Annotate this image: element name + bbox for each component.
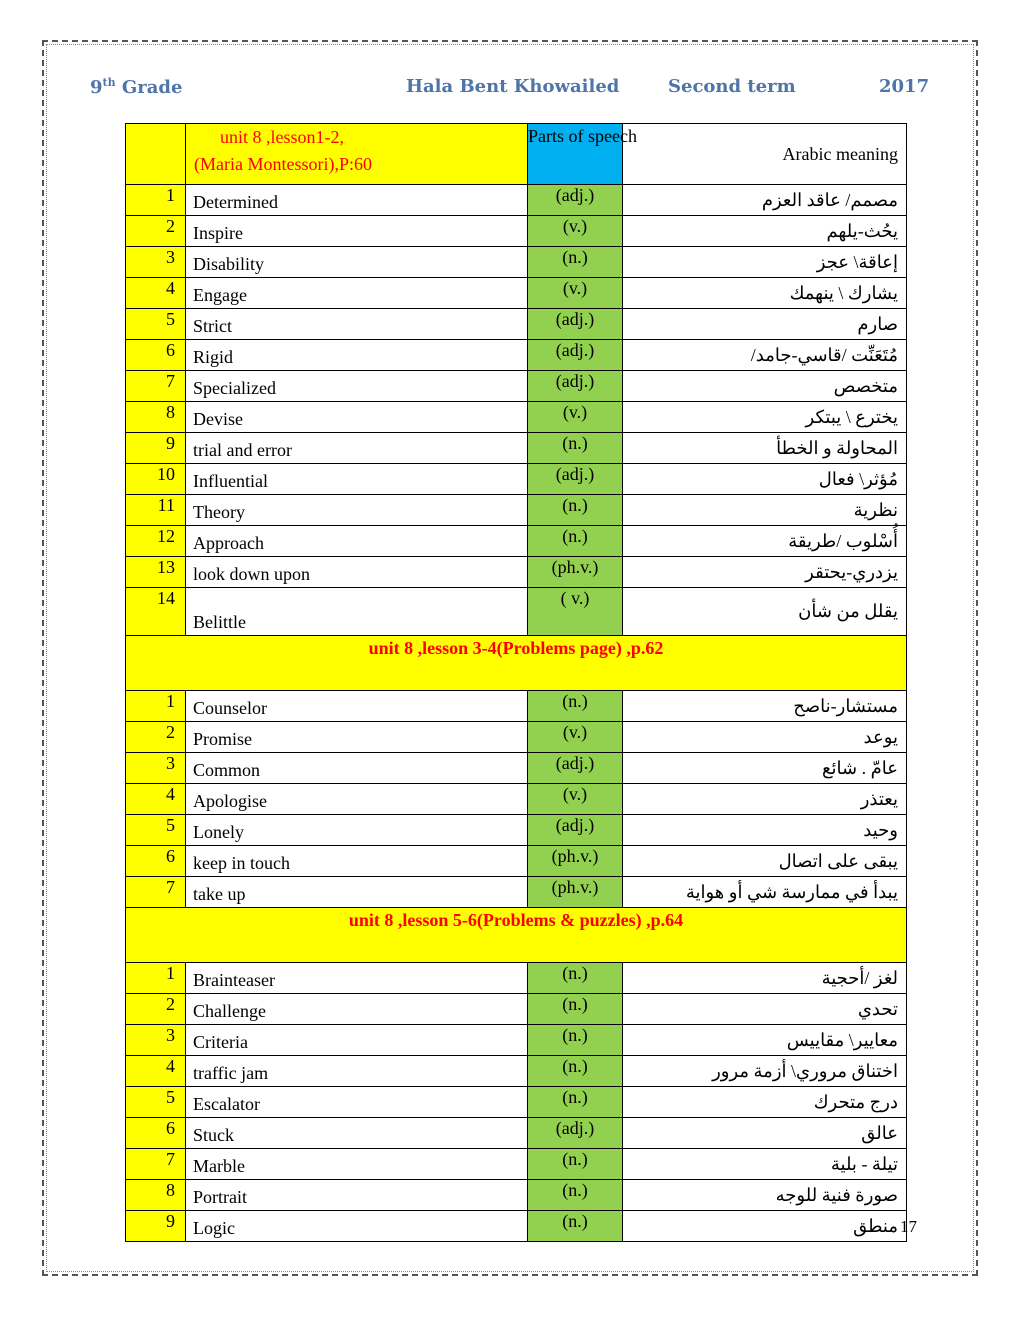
table-row: [126, 1087, 907, 1118]
vocab-word: Stuck: [186, 1118, 528, 1149]
table-row: [126, 526, 907, 557]
table-row: [126, 691, 907, 722]
term-label: Second term: [668, 76, 796, 97]
table-row: [126, 557, 907, 588]
table-row: [126, 278, 907, 309]
table-row: [126, 1149, 907, 1180]
part-of-speech: (adj.): [528, 309, 623, 340]
part-of-speech: (v.): [528, 216, 623, 247]
vocab-word: Logic: [186, 1211, 528, 1242]
row-number: 1: [126, 691, 186, 722]
table-row: [126, 753, 907, 784]
table-row: [126, 1211, 907, 1242]
part-of-speech: (n.): [528, 1180, 623, 1211]
vocab-word: Brainteaser: [186, 963, 528, 994]
table-row: [126, 1118, 907, 1149]
row-number: 9: [126, 1211, 186, 1242]
arabic-meaning: يخترع \ يبتكر: [623, 402, 907, 433]
row-number: 6: [126, 1118, 186, 1149]
part-of-speech: (v.): [528, 278, 623, 309]
arabic-header: Arabic meaning: [623, 124, 907, 185]
table-row: [126, 371, 907, 402]
row-number: 2: [126, 994, 186, 1025]
row-number: 8: [126, 1180, 186, 1211]
page-header: [90, 76, 930, 104]
arabic-meaning: معايير\ مقاييس: [623, 1025, 907, 1056]
table-row: [126, 247, 907, 278]
table-row: [126, 1180, 907, 1211]
table-row: [126, 846, 907, 877]
part-of-speech: (n.): [528, 1211, 623, 1242]
table-row: [126, 433, 907, 464]
part-of-speech: (n.): [528, 994, 623, 1025]
arabic-meaning: منطق: [623, 1211, 907, 1242]
row-number: 2: [126, 722, 186, 753]
row-number: 12: [126, 526, 186, 557]
row-number: 3: [126, 1025, 186, 1056]
vocabulary-table: [125, 123, 907, 1242]
vocab-word: Escalator: [186, 1087, 528, 1118]
page-number: 17: [900, 1217, 917, 1236]
part-of-speech: (adj.): [528, 185, 623, 216]
part-of-speech: (n.): [528, 247, 623, 278]
arabic-meaning: يحُث-يلهم: [623, 216, 907, 247]
arabic-meaning: يعتذر: [623, 784, 907, 815]
part-of-speech: (ph.v.): [528, 877, 623, 908]
row-number: 1: [126, 185, 186, 216]
vocab-word: Specialized: [186, 371, 528, 402]
row-number: 1: [126, 963, 186, 994]
row-number: 9: [126, 433, 186, 464]
arabic-meaning: وحيد: [623, 815, 907, 846]
section-title-lesson-5-6-row: [126, 908, 907, 963]
section-title-lesson-3-4-row: [126, 636, 907, 691]
table-row: [126, 994, 907, 1025]
vocab-word: take up: [186, 877, 528, 908]
table-row: [126, 340, 907, 371]
part-of-speech: (ph.v.): [528, 557, 623, 588]
part-of-speech: (adj.): [528, 1118, 623, 1149]
vocab-word: Devise: [186, 402, 528, 433]
vocab-word: Promise: [186, 722, 528, 753]
row-number: 5: [126, 309, 186, 340]
row-number: 3: [126, 247, 186, 278]
table-row: [126, 1025, 907, 1056]
row-number: 5: [126, 815, 186, 846]
section-title-lesson-3-4: unit 8 ,lesson 3-4(Problems page) ,p.62: [126, 636, 907, 691]
part-of-speech: (adj.): [528, 464, 623, 495]
part-of-speech: (v.): [528, 784, 623, 815]
part-of-speech: (ph.v.): [528, 846, 623, 877]
table-row: [126, 309, 907, 340]
arabic-meaning: لغز /أحجية: [623, 963, 907, 994]
vocab-word: Inspire: [186, 216, 528, 247]
row-number: 3: [126, 753, 186, 784]
table-row: [126, 722, 907, 753]
vocab-word: Theory: [186, 495, 528, 526]
row-number: 7: [126, 877, 186, 908]
arabic-meaning: نظرية: [623, 495, 907, 526]
arabic-meaning: مُتَعَنِّت /قاسي-جامد/: [623, 340, 907, 371]
vocab-word: Counselor: [186, 691, 528, 722]
part-of-speech: (v.): [528, 402, 623, 433]
table-row: [126, 784, 907, 815]
arabic-meaning: مُؤثر\ فعال: [623, 464, 907, 495]
part-of-speech: (adj.): [528, 340, 623, 371]
arabic-meaning: يبقى على اتصال: [623, 846, 907, 877]
arabic-meaning: عالق: [623, 1118, 907, 1149]
part-of-speech: (n.): [528, 691, 623, 722]
arabic-meaning: صارم: [623, 309, 907, 340]
row-number: 8: [126, 402, 186, 433]
part-of-speech: (adj.): [528, 753, 623, 784]
pos-header: Parts of speech: [528, 124, 623, 185]
row-number: 4: [126, 784, 186, 815]
part-of-speech: (adj.): [528, 371, 623, 402]
part-of-speech: (n.): [528, 1025, 623, 1056]
row-number: 11: [126, 495, 186, 526]
vocab-word: Portrait: [186, 1180, 528, 1211]
teacher-name: Hala Bent Khowailed: [406, 76, 620, 97]
row-number: 7: [126, 371, 186, 402]
arabic-meaning: تيلة - بلية: [623, 1149, 907, 1180]
part-of-speech: (v.): [528, 722, 623, 753]
arabic-meaning: يشارك \ ينهمك: [623, 278, 907, 309]
grade-label: 9th Grade: [90, 76, 183, 98]
vocab-word: look down upon: [186, 557, 528, 588]
vocab-word: Lonely: [186, 815, 528, 846]
vocab-word: Rigid: [186, 340, 528, 371]
vocab-word: Approach: [186, 526, 528, 557]
row-number: 7: [126, 1149, 186, 1180]
table-row: [126, 495, 907, 526]
row-number: 6: [126, 846, 186, 877]
row-number: 4: [126, 278, 186, 309]
row-number: 10: [126, 464, 186, 495]
row-number: 6: [126, 340, 186, 371]
row-number: 2: [126, 216, 186, 247]
vocab-word: Determined: [186, 185, 528, 216]
arabic-meaning: مستشار-ناصح: [623, 691, 907, 722]
table-row: [126, 815, 907, 846]
arabic-meaning: درج متحرك: [623, 1087, 907, 1118]
vocab-word: Engage: [186, 278, 528, 309]
table-row: [126, 963, 907, 994]
table-row: [126, 588, 907, 636]
part-of-speech: (adj.): [528, 815, 623, 846]
table-row: [126, 877, 907, 908]
vocab-word: trial and error: [186, 433, 528, 464]
vocab-word: Criteria: [186, 1025, 528, 1056]
unit-title-cell: [186, 124, 528, 185]
part-of-speech: ( v.): [528, 588, 623, 636]
unit-title-line2: (Maria Montessori),P:60: [194, 154, 372, 174]
header-num-cell: [126, 124, 186, 185]
vocab-word: Influential: [186, 464, 528, 495]
row-number: 14: [126, 588, 186, 636]
part-of-speech: (n.): [528, 1149, 623, 1180]
vocab-word: Disability: [186, 247, 528, 278]
arabic-meaning: إعاقة\ عجز: [623, 247, 907, 278]
arabic-meaning: يبدأ في ممارسة شي أو هواية: [623, 877, 907, 908]
part-of-speech: (n.): [528, 1087, 623, 1118]
part-of-speech: (n.): [528, 963, 623, 994]
row-number: 13: [126, 557, 186, 588]
arabic-meaning: تحدي: [623, 994, 907, 1025]
table-header-row: [126, 124, 907, 185]
row-number: 4: [126, 1056, 186, 1087]
arabic-meaning: مصمم/ عاقد العزم: [623, 185, 907, 216]
arabic-meaning: المحاولة و الخطأ: [623, 433, 907, 464]
arabic-meaning: متخصص: [623, 371, 907, 402]
section-title-lesson-5-6: unit 8 ,lesson 5-6(Problems & puzzles) ,p.64: [126, 908, 907, 963]
table-row: [126, 216, 907, 247]
table-row: [126, 464, 907, 495]
table-row: [126, 1056, 907, 1087]
arabic-meaning: يقلل من شأن: [623, 588, 907, 636]
row-number: 5: [126, 1087, 186, 1118]
arabic-meaning: يوعد: [623, 722, 907, 753]
part-of-speech: (n.): [528, 495, 623, 526]
year-label: 2017: [879, 76, 930, 97]
table-row: [126, 185, 907, 216]
arabic-meaning: أُسْلوب /طريقة: [623, 526, 907, 557]
vocab-word: keep in touch: [186, 846, 528, 877]
table-row: [126, 402, 907, 433]
part-of-speech: (n.): [528, 1056, 623, 1087]
vocab-word: Marble: [186, 1149, 528, 1180]
vocab-word: Strict: [186, 309, 528, 340]
arabic-meaning: يزدري-يحتقر: [623, 557, 907, 588]
vocab-word: Challenge: [186, 994, 528, 1025]
vocab-word: Belittle: [186, 588, 528, 636]
unit-title-line1: unit 8 ,lesson1-2,: [220, 127, 344, 147]
part-of-speech: (n.): [528, 433, 623, 464]
arabic-meaning: عامّ . شائع: [623, 753, 907, 784]
part-of-speech: (n.): [528, 526, 623, 557]
vocab-word: Common: [186, 753, 528, 784]
vocab-word: Apologise: [186, 784, 528, 815]
vocab-word: traffic jam: [186, 1056, 528, 1087]
arabic-meaning: اختناق مروري\ أزمة مرور: [623, 1056, 907, 1087]
arabic-meaning: صورة فنية للوجه: [623, 1180, 907, 1211]
